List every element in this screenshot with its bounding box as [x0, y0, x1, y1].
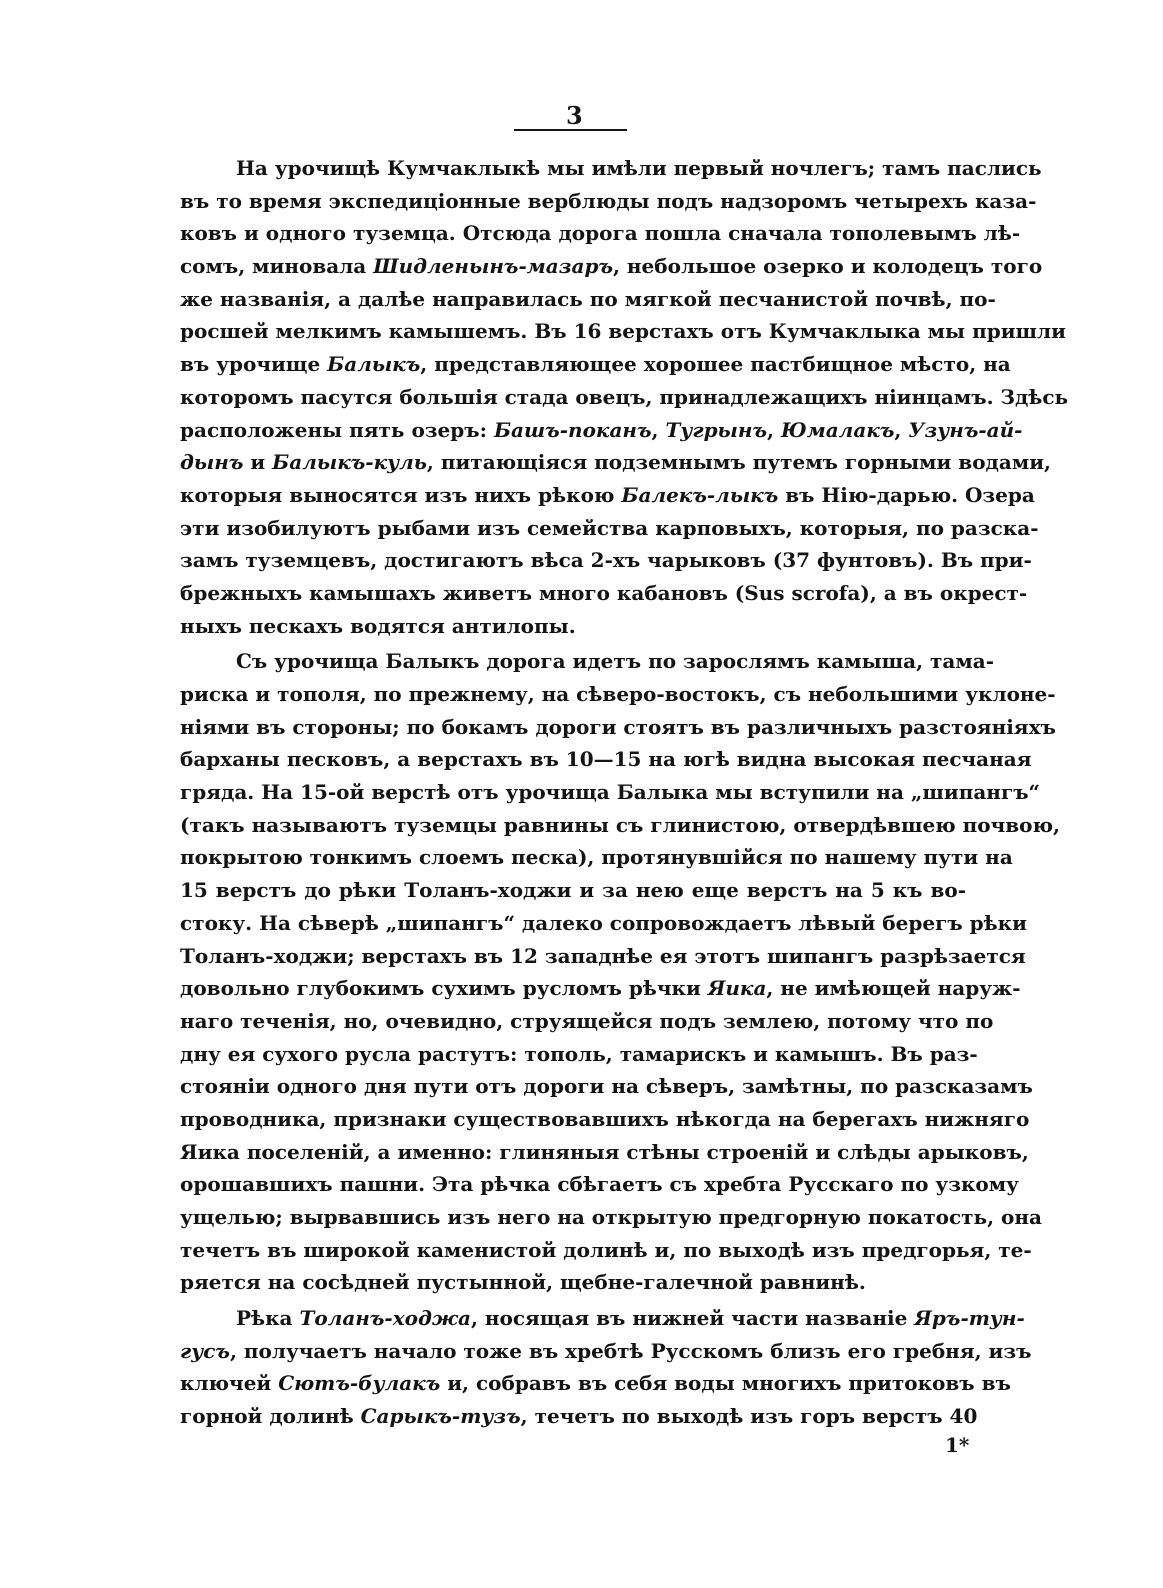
text-line	[180, 711, 1056, 744]
text-line	[180, 250, 1043, 283]
text-run: Съ урочища Балыкъ дорога идетъ по зарослямъ камыша, тама-	[236, 649, 994, 674]
text-run: и, собравъ въ себя воды многихъ притоковъ въ	[440, 1371, 1011, 1396]
italic-place-name: гусъ	[180, 1338, 230, 1363]
text-run: , не имѣющей наруж-	[766, 976, 1021, 1001]
text-run: орошавшихъ пашни. Эта рѣчка сбѣгаетъ съ хребта Русскаго по узкому	[180, 1172, 1019, 1197]
page-number: 3	[566, 101, 583, 130]
text-run: довольно глубокимъ сухимъ русломъ рѣчки	[180, 976, 708, 1001]
italic-place-name: Яика	[707, 976, 767, 1001]
text-line	[180, 1038, 978, 1071]
italic-place-name: дынъ	[180, 450, 244, 475]
text-run: наго теченія, но, очевидно, струящейся подъ землею, потому что по	[180, 1008, 994, 1033]
italic-place-name: Яръ-тун-	[914, 1306, 1025, 1331]
text-line	[180, 743, 1032, 776]
text-line	[180, 809, 1060, 842]
text-run: замъ туземцевъ, достигаютъ вѣса 2-хъ чарыковъ (37 фунтовъ). Въ при-	[180, 548, 1032, 573]
text-line	[180, 940, 1026, 973]
text-run: расположены пять озеръ:	[180, 417, 494, 442]
text-line	[180, 544, 1032, 577]
text-line	[180, 1070, 1033, 1103]
text-line	[180, 1335, 1032, 1368]
text-run: и	[243, 450, 273, 475]
text-line	[180, 1168, 1019, 1201]
text-run: росшей мелкимъ камышемъ. Въ 16 верстахъ отъ Кумчаклыка мы пришли	[180, 319, 1066, 344]
text-line	[180, 512, 1039, 545]
text-line	[180, 1136, 1029, 1169]
italic-place-name: Балекъ-лыкъ	[621, 482, 779, 507]
text-line	[180, 874, 966, 907]
text-line	[180, 1234, 1032, 1267]
text-line	[180, 610, 966, 643]
italic-place-name: Толанъ-ходжа	[299, 1306, 471, 1331]
text-run: 15 верстъ до рѣки Толанъ-ходжи и за нею еще верстъ на 5 къ во-	[180, 878, 966, 903]
text-line	[180, 678, 1056, 711]
text-line	[180, 645, 994, 678]
text-line	[180, 907, 1027, 940]
text-run: течетъ въ широкой каменистой долинѣ и, по выходѣ изъ предгорья, те-	[180, 1237, 1032, 1262]
italic-place-name: Балыкъ	[327, 352, 421, 377]
text-line	[180, 185, 1037, 218]
text-run: На урочищѣ Кумчаклыкѣ мы имѣли первый ночлегъ; тамъ паслись	[236, 156, 1042, 180]
text-line	[180, 1302, 1025, 1335]
text-line	[180, 315, 1066, 348]
text-run: брежныхъ камышахъ живетъ много кабановъ (Sus scrofa), а въ окрест-	[180, 580, 1028, 605]
text-run: барханы песковъ, а верстахъ въ 10—15 на югѣ видна высокая песчаная	[180, 747, 1032, 772]
header-rule	[514, 129, 627, 131]
text-run: горной долинѣ	[180, 1404, 361, 1429]
text-run: , течетъ по выходѣ изъ горъ верстъ 40	[520, 1404, 978, 1429]
text-run: стоку. На сѣверѣ „шипангъ“ далеко сопровождаетъ лѣвый берегъ рѣки	[180, 910, 1027, 935]
text-line	[180, 414, 1023, 447]
text-run: , получаетъ начало тоже въ хребтѣ Русскомъ близъ его гребня, изъ	[229, 1338, 1032, 1363]
text-run: въ Нію-дарью. Озера	[778, 482, 1035, 507]
italic-place-name: Тугрынъ	[665, 417, 768, 442]
text-line	[180, 479, 1035, 512]
text-line	[180, 1201, 1042, 1234]
text-line	[180, 1103, 1030, 1136]
text-line	[180, 381, 1069, 414]
text-run: ковъ и одного туземца. Отсюда дорога пошла сначала тополевымъ лѣ-	[180, 221, 1021, 246]
text-line	[180, 1367, 1011, 1400]
italic-place-name: Шидленынъ-мазаръ	[373, 254, 613, 279]
text-run: проводника, признаки существовавшихъ нѣкогда на берегахъ нижняго	[180, 1106, 1030, 1131]
text-run: ныхъ пескахъ водятся антилопы.	[180, 613, 576, 638]
text-run: , представляющее хорошее пастбищное мѣсто, на	[420, 352, 1011, 377]
text-line	[180, 972, 1021, 1005]
text-run: Яика поселеній, а именно: глиняныя стѣны строеній и слѣды арыковъ,	[180, 1139, 1029, 1164]
text-run: сомъ, миновала	[180, 254, 374, 279]
text-run: , питающіяся подземнымъ путемъ горными водами,	[426, 450, 1051, 475]
text-line	[180, 1005, 994, 1038]
paragraph	[180, 152, 1069, 642]
text-run: Толанъ-ходжи; верстахъ въ 12 западнѣе ея этотъ шипангъ разрѣзается	[180, 943, 1026, 968]
text-line	[180, 577, 1028, 610]
text-run: , небольшое озерко и колодецъ того	[612, 254, 1043, 279]
text-run: гряда. На 15-ой верстѣ отъ урочища Балыка мы вступили на „шипангъ“	[180, 780, 1041, 805]
text-line	[180, 1400, 978, 1433]
text-line	[180, 1266, 966, 1299]
text-run: стояніи одного дня пути отъ дороги на сѣверъ, замѣтны, по разсказамъ	[180, 1074, 1033, 1099]
text-line	[180, 841, 1013, 874]
paragraph	[180, 645, 1060, 1299]
text-run: же названія, а далѣе направилась по мягкой песчанистой почвѣ, по-	[180, 286, 996, 311]
italic-place-name: Сарыкъ-тузъ	[360, 1404, 521, 1429]
text-run: ряется на сосѣдней пустынной, щебне-галечной равнинѣ.	[180, 1270, 866, 1295]
text-run: дну ея сухого русла растутъ: тополь, тамарискъ и камышъ. Въ раз-	[180, 1041, 978, 1066]
text-run: ,	[767, 417, 781, 442]
text-run: , носящая въ нижней части названіе	[470, 1306, 915, 1331]
text-run: которомъ пасутся большія стада овецъ, принадлежащихъ ніинцамъ. Здѣсь	[180, 384, 1069, 409]
text-run: ніями въ стороны; по бокамъ дороги стоятъ въ различныхъ разстояніяхъ	[180, 714, 1056, 739]
text-line	[180, 446, 1051, 479]
text-run: которыя выносятся изъ нихъ рѣкою	[180, 482, 622, 507]
text-line	[180, 283, 996, 316]
body-text	[180, 152, 1069, 1433]
italic-place-name: Балыкъ-куль	[272, 450, 427, 475]
text-run: ,	[894, 417, 909, 442]
text-run: ущелью; вырвавшись изъ него на открытую предгорную покатость, она	[180, 1205, 1042, 1229]
paragraph	[180, 1302, 1032, 1433]
text-line	[180, 217, 1021, 250]
text-run: ключей	[180, 1371, 279, 1396]
text-line	[180, 348, 1011, 381]
text-run: (такъ называютъ туземцы равнины съ глинистою, отвердѣвшею почвою,	[180, 812, 1060, 837]
text-run: риска и тополя, по прежнему, на сѣверо-востокъ, съ небольшими уклоне-	[180, 682, 1056, 706]
text-run: эти изобилуютъ рыбами изъ семейства карповыхъ, которыя, по разска-	[180, 515, 1039, 540]
text-line	[180, 152, 1042, 185]
text-run: въ урочище	[180, 352, 328, 377]
signature-mark: 1*	[945, 1433, 970, 1457]
italic-place-name: Юмалакъ	[780, 417, 895, 442]
text-line	[180, 776, 1041, 809]
text-run: Рѣка	[236, 1306, 300, 1331]
italic-place-name: Узунъ-ай-	[908, 417, 1023, 442]
text-run: въ то время экспедиціонные верблюды подъ надзоромъ четырехъ каза-	[180, 188, 1037, 213]
italic-place-name: Башъ-поканъ	[493, 417, 652, 442]
italic-place-name: Сютъ-булакъ	[278, 1371, 441, 1396]
text-run: покрытою тонкимъ слоемъ песка), протянувшійся по нашему пути на	[180, 845, 1013, 870]
text-run: ,	[651, 417, 666, 442]
